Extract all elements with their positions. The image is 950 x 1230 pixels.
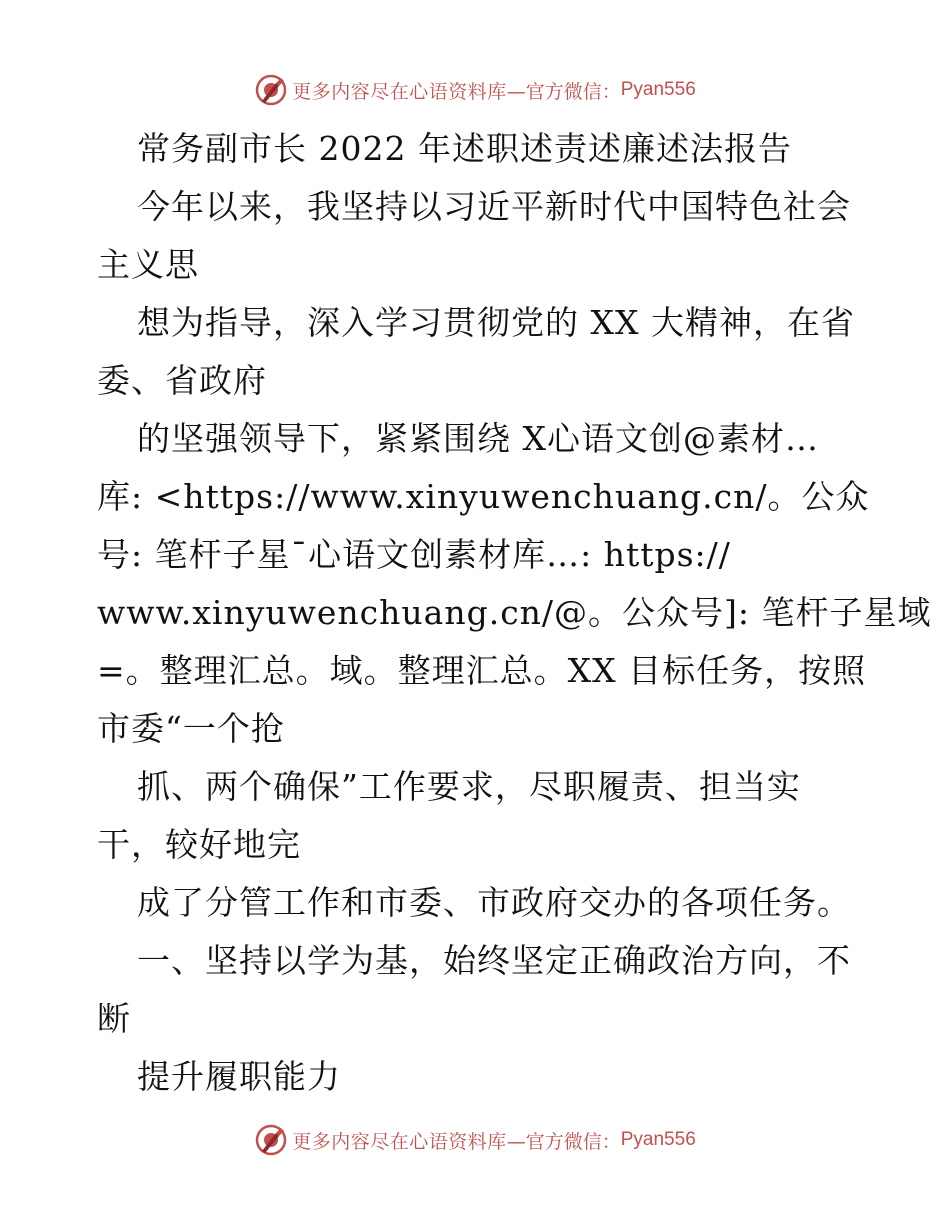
banner-separator: —官方微信：: [506, 80, 621, 103]
paragraph-line: 号: 笔杆子星¯心语文创素材库…: https://: [97, 535, 731, 574]
pen-circle-logo-icon: [254, 1123, 288, 1157]
paragraph-line: 市委“一个抢: [97, 709, 285, 748]
banner-text: 更多内容尽在心语资料库: [292, 80, 507, 103]
section-heading: 一、坚持以学为基，始终坚定正确政治方向，不: [137, 941, 851, 980]
paragraph-line: =。整理汇总。域。整理汇总。XX 目标任务，按照: [97, 651, 867, 690]
paragraph-line: 库: <https://www.xinyuwenchuang.cn/。公众: [97, 477, 870, 516]
paragraph-line: 委、省政府: [97, 361, 267, 400]
banner-text: 更多内容尽在心语资料库: [292, 1130, 507, 1153]
paragraph-line: 提升履职能力: [137, 1057, 341, 1096]
header-banner: [0, 70, 950, 110]
banner-separator: —官方微信：: [506, 1130, 621, 1153]
paragraph-line: 的坚强领导下，紧紧围绕 X心语文创@素材…: [137, 419, 819, 458]
banner-account: Pyan556: [620, 1129, 696, 1150]
pen-circle-logo-icon: [254, 73, 288, 107]
paragraph-line: www.xinyuwenchuang.cn/@。公众号]: 笔杆子星域: [97, 593, 932, 632]
paragraph-line: 主义思: [97, 245, 199, 284]
paragraph-line: 成了分管工作和市委、市政府交办的各项任务。: [137, 883, 851, 922]
paragraph-line: 干，较好地完: [97, 825, 301, 864]
paragraph-line: 想为指导，深入学习贯彻党的 XX 大精神，在省: [137, 303, 855, 342]
document-body: [97, 120, 932, 1106]
document-title: 常务副市长 2022 年述职述责述廉述法报告: [137, 129, 792, 168]
footer-banner: [0, 1120, 950, 1160]
paragraph-line: 今年以来，我坚持以习近平新时代中国特色社会: [137, 187, 851, 226]
paragraph-line: 断: [97, 999, 131, 1038]
paragraph-line: 抓、两个确保”工作要求，尽职履责、担当实: [137, 767, 801, 806]
banner-account: Pyan556: [620, 79, 696, 100]
